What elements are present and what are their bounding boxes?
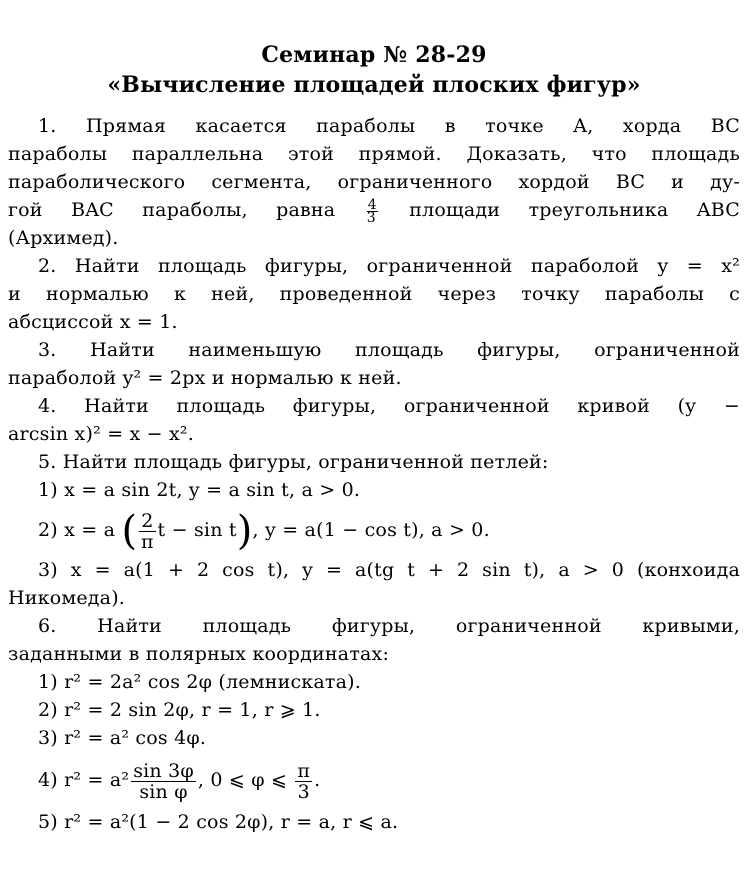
problem-1-line-3: параболического сегмента, ограниченного хордой BC и ду- xyxy=(8,171,740,193)
problem-2-line-2: и нормалью к ней, проведенной через точку параболы с xyxy=(8,283,740,305)
problem-5-item-2 xyxy=(8,504,740,556)
problem-2 xyxy=(8,252,740,336)
problem-3-line-1: 3. Найти наименьшую площадь фигуры, ограниченной xyxy=(38,339,740,361)
problem-4-line-1: 4. Найти площадь фигуры, ограниченной кривой (y − xyxy=(38,395,740,417)
fraction-numerator: 2 xyxy=(141,509,154,532)
problem-1-line-4 xyxy=(8,196,740,224)
fraction-two-over-pi xyxy=(139,511,155,552)
seminar-subtitle: «Вычисление площадей плоских фигур» xyxy=(107,72,641,98)
problem-6 xyxy=(8,612,740,836)
fraction-denominator: π xyxy=(141,530,154,553)
problem-4 xyxy=(8,392,740,448)
problem-2-line-1: 2. Найти площадь фигуры, ограниченной параболой y = x² xyxy=(38,255,740,277)
document-page xyxy=(8,40,740,836)
problem-6-item-4-lead: 4) r² = a² xyxy=(38,769,130,791)
problem-1-line-4-a: гой BAC параболы, равна xyxy=(8,199,336,221)
problem-1-line-2: параболы параллельна этой прямой. Доказать, что площадь xyxy=(8,143,740,165)
problem-5-item-1: 1) x = a sin 2t, y = a sin t, a > 0. xyxy=(38,479,361,501)
problem-6-item-5: 5) r² = a²(1 − 2 cos 2φ), r = a, r ⩽ a. xyxy=(38,811,399,833)
problem-6-line-1: 6. Найти площадь фигуры, ограниченной кривыми, xyxy=(38,615,740,637)
problem-6-item-4 xyxy=(8,752,740,808)
problem-4-line-2: arcsin x)² = x − x². xyxy=(8,423,194,445)
problem-1-line-5: (Архимед). xyxy=(8,227,119,249)
fraction-sin3phi-over-sinphi xyxy=(131,761,196,802)
fraction-denominator: 3 xyxy=(366,209,376,226)
problem-3-line-2: параболой y² = 2px и нормалью к ней. xyxy=(8,367,402,389)
problem-1 xyxy=(8,112,740,252)
problem-5-heading: 5. Найти площадь фигуры, ограниченной петлей: xyxy=(38,451,549,473)
left-paren: ( xyxy=(121,508,138,554)
problem-6-item-1: 1) r² = 2a² cos 2φ (лемниската). xyxy=(38,671,361,693)
problem-1-line-1: 1. Прямая касается параболы в точке A, хорда BC xyxy=(38,115,740,137)
problem-1-line-4-b: площади треугольника ABC xyxy=(409,199,740,221)
problem-6-item-4-mid: , 0 ⩽ φ ⩽ xyxy=(197,769,288,791)
problem-5-item-2-lead: 2) x = a xyxy=(38,519,116,541)
seminar-title: Семинар № 28-29 xyxy=(261,42,487,68)
fraction-four-thirds xyxy=(366,196,378,226)
problem-5-item-2-mid: t − sin t xyxy=(157,519,237,541)
fraction-numerator: π xyxy=(297,759,311,782)
problem-3 xyxy=(8,336,740,392)
fraction-numerator: 4 xyxy=(367,196,377,213)
problem-5-item-3-line-2: Никомеда). xyxy=(8,587,126,609)
problem-6-item-4-tail: . xyxy=(314,769,321,791)
problem-6-item-2: 2) r² = 2 sin 2φ, r = 1, r ⩾ 1. xyxy=(38,699,321,721)
problem-6-line-2: заданными в полярных координатах: xyxy=(8,643,390,665)
problem-5 xyxy=(8,448,740,612)
fraction-denominator: sin φ xyxy=(139,780,188,803)
right-paren: ) xyxy=(236,508,253,554)
problem-6-item-3: 3) r² = a² cos 4φ. xyxy=(38,727,207,749)
fraction-pi-over-three xyxy=(295,761,312,802)
problem-5-item-2-tail: , y = a(1 − cos t), a > 0. xyxy=(252,519,490,541)
fraction-numerator: sin 3φ xyxy=(133,759,194,782)
fraction-denominator: 3 xyxy=(297,780,310,803)
problem-2-line-3: абсциссой x = 1. xyxy=(8,311,178,333)
problem-5-item-3-line-1: 3) x = a(1 + 2 cos t), y = a(tg t + 2 sin t), a > 0 (конхоида xyxy=(38,559,740,581)
